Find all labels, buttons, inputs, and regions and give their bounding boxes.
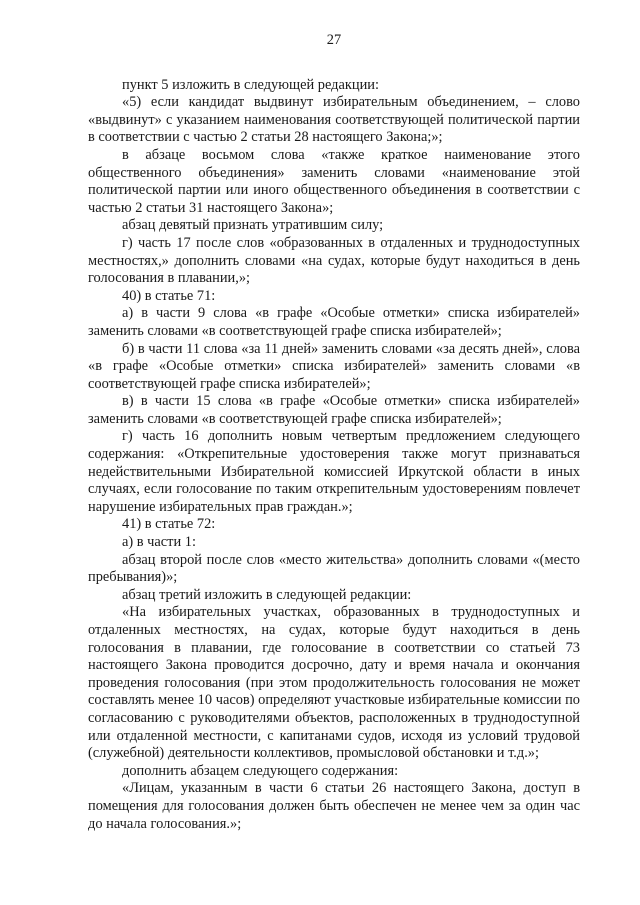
paragraph: 40) в статье 71: [122, 287, 216, 304]
paragraph: г) часть 17 после слов «образованных в отдаленных и труднодоступных местностях,» дополнить словами «на судах, которые будут находиться в день голосования в плавании,»; [88, 234, 580, 287]
paragraph: дополнить абзацем следующего содержания: [122, 762, 399, 779]
paragraph: а) в части 9 слова «в графе «Особые отметки» списка избирателей» заменить словами «в соответствующей графе списка избирателей»; [88, 305, 580, 339]
paragraph: пункт 5 изложить в следующей редакции: [122, 76, 379, 93]
page-number: 27 [326, 32, 342, 48]
paragraph: в абзаце восьмом слова «также краткое наименование этого общественного объединения» заменить словами «наименование этой политической партии или иного общественного объединения в соответствии с частью 2 статьи 31 настоящего Закона»; [88, 146, 580, 216]
paragraph: «5) если кандидат выдвинут избирательным объединением, – слово «выдвинут» с указанием наименования соответствующей политической партии в соответствии с частью 2 статьи 28 настоящего Закона;»; [88, 94, 580, 146]
document-page [88, 0, 580, 833]
paragraph: в) в части 15 слова «в графе «Особые отметки» списка избирателей» заменить словами «в соответствующей графе списка избирателей»; [88, 393, 580, 427]
paragraph: 41) в статье 72: [122, 516, 216, 533]
paragraph: абзац девятый признать утратившим силу; [122, 217, 384, 234]
paragraph: абзац третий изложить в следующей редакции: [122, 586, 412, 603]
paragraph: б) в части 11 слова «за 11 дней» заменить словами «за десять дней», слова «в графе «Особые отметки» списка избирателей» заменить словами «в соответствующей графе списка избирателей»; [88, 340, 580, 392]
paragraph: «На избирательных участках, образованных в труднодоступных и отдаленных местностях, на судах, которые будут находиться в день голосования в плавании, где голосование в соответствии со статьей 73 настоящего Закона проводится досрочно, дату и время начала и окончания проведения голосования (при этом продолжительность голосования не может составлять менее 10 часов) определяют участковые избирательные комиссии по согласованию с руководителями объектов, расположенных в труднодоступной или отдаленной местности, с капитанами судов, исходя из условий трудовой (служебной) деятельности коллективов, промысловой обстановки и т.д.»; [88, 604, 580, 762]
paragraph: г) часть 16 дополнить новым четвертым предложением следующего содержания: «Открепительные удостоверения также могут признаваться недействительными Избирательной комиссией Иркутской области в иных случаях, если голосование по таким открепительным удостоверениям повлечет нарушение избирательных прав граждан.»; [88, 428, 580, 515]
paragraph: «Лицам, указанным в части 6 статьи 26 настоящего Закона, доступ в помещения для голосования должен быть обеспечен не менее чем за один час до начала голосования.»; [88, 780, 580, 832]
paragraph: абзац второй после слов «место жительства» дополнить словами «(место пребывания)»; [88, 551, 580, 586]
paragraph: а) в части 1: [122, 534, 196, 551]
